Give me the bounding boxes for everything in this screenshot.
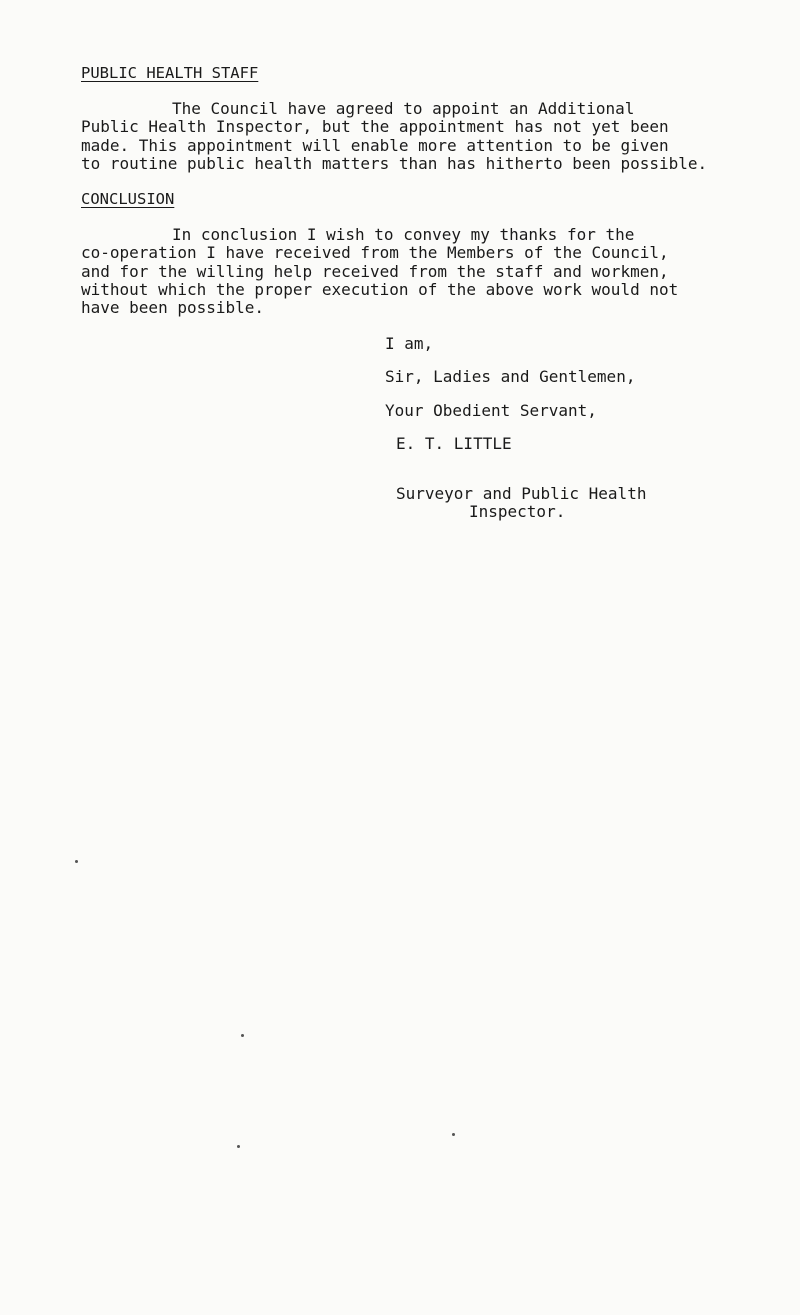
signatory-name: E. T. LITTLE	[396, 434, 512, 453]
scan-speck	[237, 1145, 240, 1148]
scan-speck	[75, 860, 78, 863]
scan-speck	[452, 1133, 455, 1136]
paragraph-line: The Council have agreed to appoint an Additional	[172, 99, 635, 118]
section-heading-conclusion: CONCLUSION	[81, 190, 175, 208]
closing-greeting: I am,	[385, 334, 434, 353]
paragraph-line: and for the willing help received from the staff and workmen,	[81, 262, 669, 281]
closing-valediction: Your Obedient Servant,	[385, 401, 597, 420]
signatory-title: Inspector.	[469, 502, 566, 521]
signatory-title: Surveyor and Public Health	[396, 484, 647, 503]
paragraph-line: made. This appointment will enable more attention to be given	[81, 136, 669, 155]
paragraph-line: have been possible.	[81, 298, 265, 317]
paragraph-line: Public Health Inspector, but the appointment has not yet been	[81, 117, 669, 136]
paragraph-line: without which the proper execution of the above work would not	[81, 280, 679, 299]
paragraph-line: co-operation I have received from the Members of the Council,	[81, 243, 669, 262]
closing-salutation: Sir, Ladies and Gentlemen,	[385, 367, 636, 386]
section-heading-public-health-staff: PUBLIC HEALTH STAFF	[81, 64, 259, 82]
paragraph-line: to routine public health matters than has hitherto been possible.	[81, 154, 708, 173]
scan-speck	[241, 1034, 244, 1037]
paragraph-line: In conclusion I wish to convey my thanks for the	[172, 225, 635, 244]
